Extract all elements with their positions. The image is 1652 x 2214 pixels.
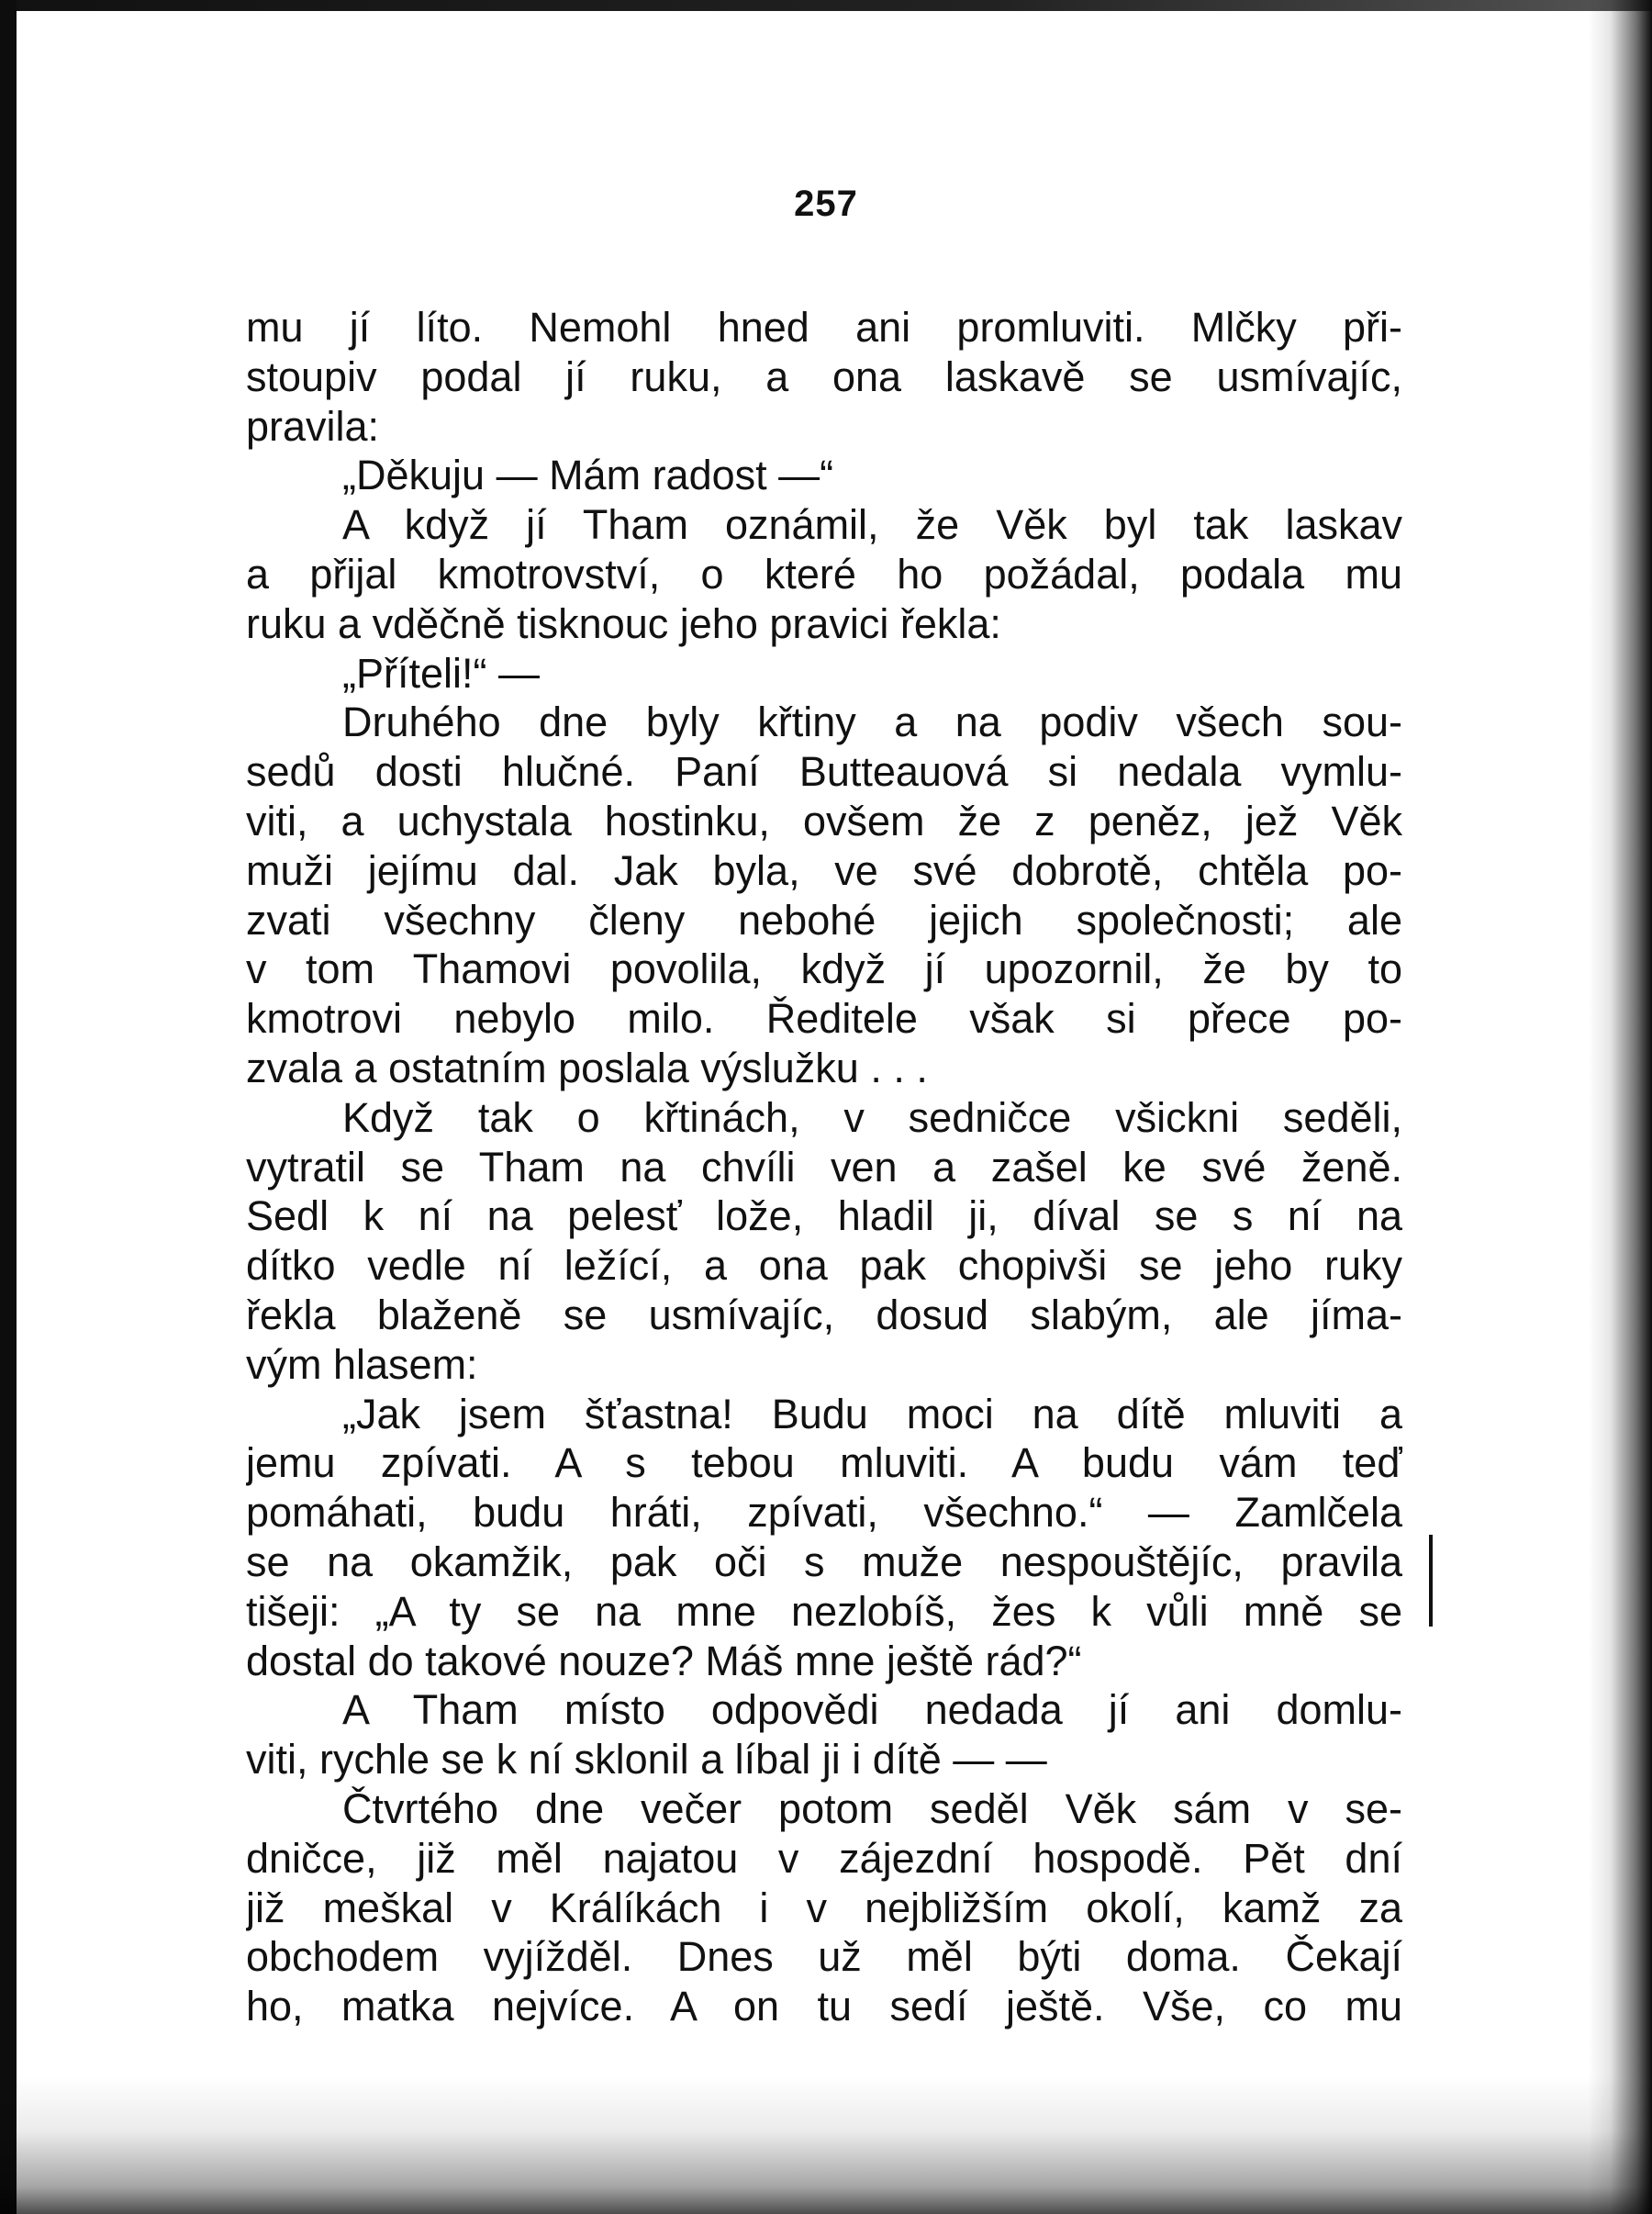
text-line: viti, a uchystala hostinku, ovšem že z peněz, jež Věk [246,797,1402,844]
text-line: dostal do takové nouze? Máš mne ještě rád?“ [246,1637,1082,1684]
text-line: A když jí Tham oznámil, že Věk byl tak laskav [342,501,1402,549]
text-line: stoupiv podal jí ruku, a ona laskavě se usmívajíc, [246,352,1402,400]
scan-edge-right [1588,0,1652,2214]
text-line: muži jejímu dal. Jak byla, ve své dobrotě, chtěla po- [246,846,1402,894]
text-line: „Děkuju — Mám radost —“ [342,452,834,499]
text-line: tišeji: „A ty se na mne nezlobíš, žes k vůli mně se [246,1587,1402,1635]
text-line: dničce, již měl najatou v zájezdní hospodě. Pět dní [246,1834,1402,1882]
text-line: Sedl k ní na pelesť lože, hladil ji, díval se s ní na [246,1192,1402,1240]
text-line: pravila: [246,402,380,450]
text-line: viti, rychle se k ní sklonil a líbal ji i dítě — — [246,1736,1047,1784]
margin-mark [1429,1535,1433,1627]
scan-edge-top [0,0,1652,11]
text-line: se na okamžik, pak oči s muže nespouštějíc, pravila [246,1538,1402,1585]
text-line: kmotrovi nebylo milo. Ředitele však si přece po- [246,995,1402,1043]
text-line: vým hlasem: [246,1340,478,1388]
text-line: sedů dosti hlučné. Paní Butteauová si nedala vymlu- [246,748,1402,796]
text-line: zvati všechny členy nebohé jejich společnosti; ale [246,896,1402,944]
text-line: „Jak jsem šťastna! Budu moci na dítě mluviti a [342,1390,1402,1437]
text-line: mu jí líto. Nemohl hned ani promluviti. Mlčky při- [246,304,1402,351]
page-number: 257 [794,184,858,224]
text-line: řekla blaženě se usmívajíc, dosud slabým, ale jíma- [246,1291,1402,1338]
text-line: vytratil se Tham na chvíli ven a zašel ke své ženě. [246,1143,1402,1191]
text-line: Čtvrtého dne večer potom seděl Věk sám v se- [342,1784,1402,1832]
text-line: ruku a vděčně tisknouc jeho pravici řekla: [246,599,1001,647]
text-line: jemu zpívati. A s tebou mluviti. A budu vám teď [246,1439,1402,1487]
body-text [246,303,1402,2031]
text-line: a přijal kmotrovství, o které ho požádal, podala mu [246,550,1402,598]
text-line: zvala a ostatním poslala výslužku . . . [246,1044,928,1091]
text-line: A Tham místo odpovědi nedada jí ani domlu- [342,1686,1402,1734]
text-line: ho, matka nejvíce. A on tu sedí ještě. Vše, co mu [246,1983,1402,2030]
scan-edge-bottom [0,2076,1652,2214]
scan-edge-left [0,0,17,2214]
text-line: obchodem vyjížděl. Dnes už měl býti doma. Čekají [246,1933,1402,1981]
text-line: v tom Thamovi povolila, když jí upozornil, že by to [246,945,1402,993]
text-line: Druhého dne byly křtiny a na podiv všech sou- [342,699,1402,746]
text-line: Když tak o křtinách, v sedničce všickni seděli, [342,1093,1402,1141]
text-line: pomáhati, budu hráti, zpívati, všechno.“ — Zamlčela [246,1489,1402,1537]
text-line: dítko vedle ní ležící, a ona pak chopivši se jeho ruky [246,1242,1402,1290]
text-line: „Příteli!“ — [342,649,541,697]
text-line: již meškal v Králíkách i v nejbližším okolí, kamž za [246,1884,1402,1931]
